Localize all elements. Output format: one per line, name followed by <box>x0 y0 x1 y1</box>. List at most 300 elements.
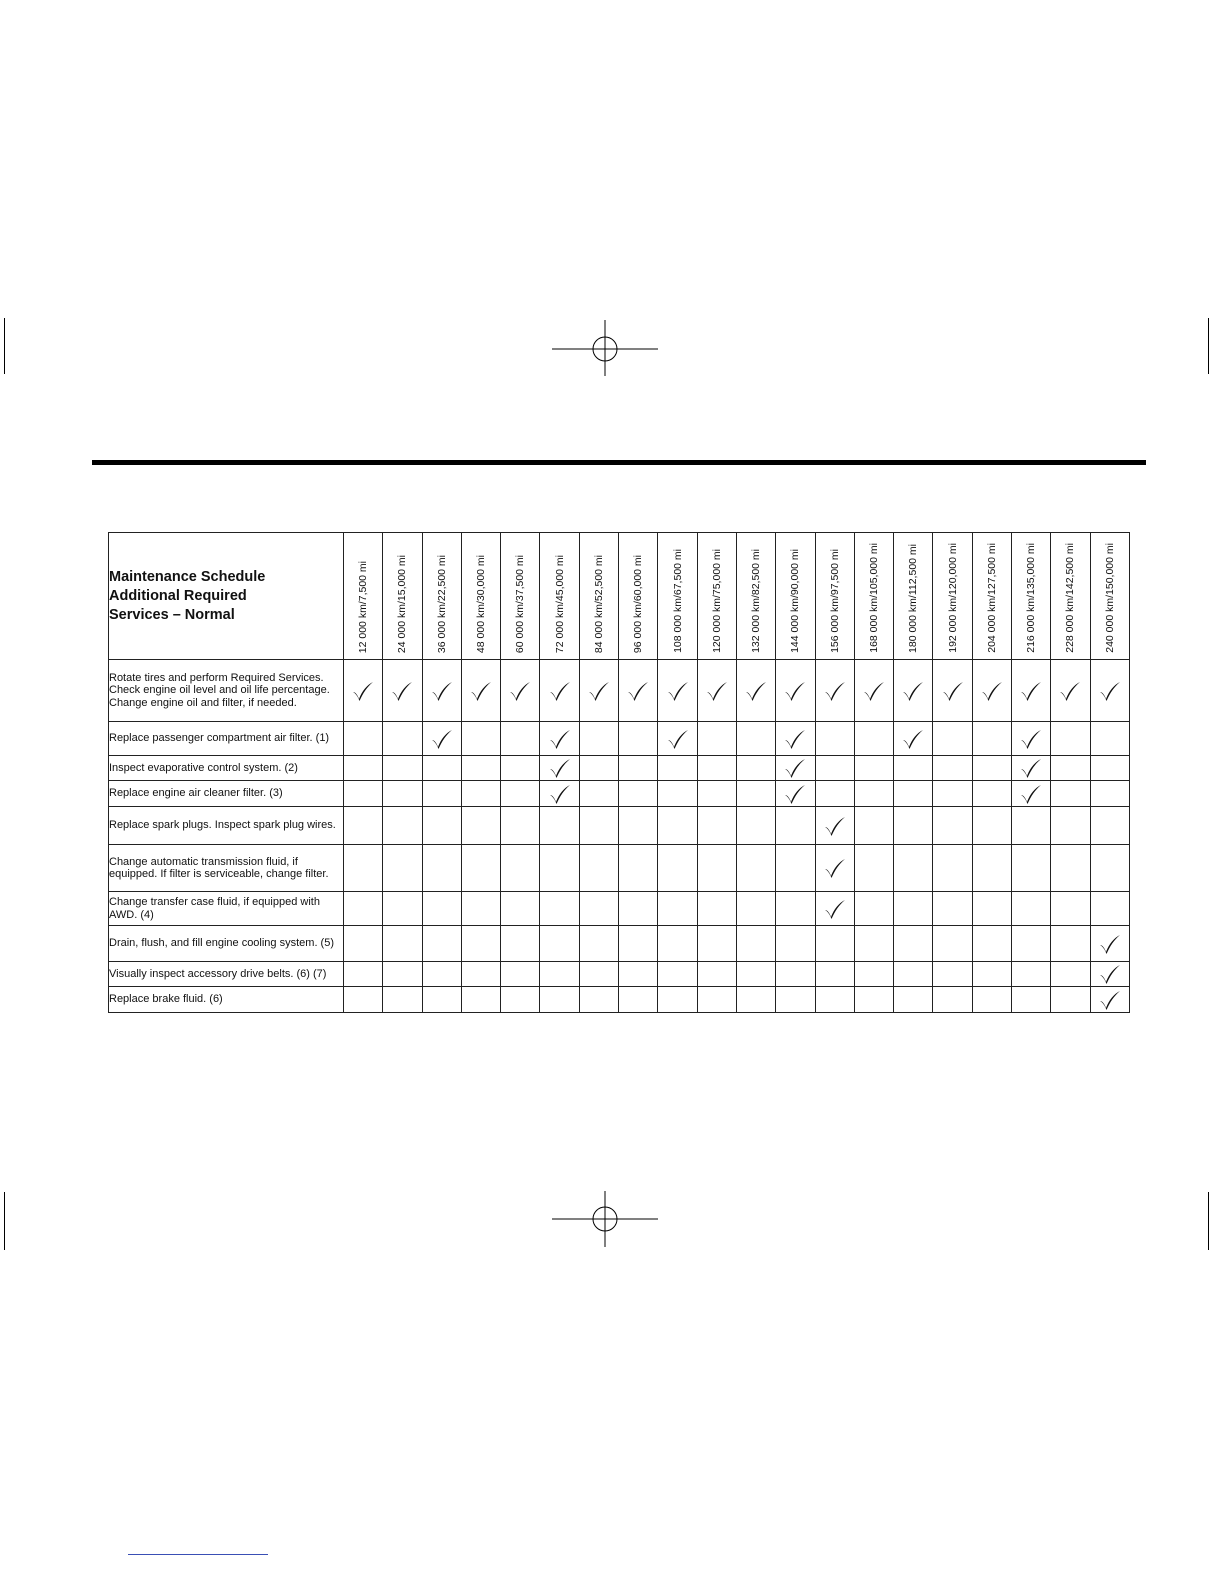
schedule-cell <box>540 892 579 926</box>
schedule-cell <box>776 926 815 962</box>
schedule-cell <box>854 987 893 1013</box>
schedule-cell <box>383 756 422 781</box>
schedule-cell <box>579 722 618 756</box>
interval-label: 48 000 km/30,000 mi <box>475 554 488 653</box>
schedule-cell <box>736 722 775 756</box>
schedule-cell <box>540 781 579 807</box>
schedule-cell <box>854 756 893 781</box>
schedule-cell <box>579 892 618 926</box>
interval-header <box>854 533 893 660</box>
schedule-cell <box>736 892 775 926</box>
schedule-cell <box>658 987 697 1013</box>
schedule-cell <box>461 807 500 845</box>
schedule-cell <box>619 722 658 756</box>
schedule-cell <box>697 781 736 807</box>
schedule-cell <box>776 892 815 926</box>
schedule-cell <box>383 722 422 756</box>
schedule-cell <box>697 807 736 845</box>
schedule-cell <box>1012 756 1051 781</box>
schedule-cell <box>972 987 1011 1013</box>
crop-mark-left-bottom <box>4 1192 5 1250</box>
interval-label: 96 000 km/60,000 mi <box>632 554 645 653</box>
schedule-cell <box>1051 660 1090 722</box>
service-description: Change automatic transmission fluid, if equipped. If filter is serviceable, change filter. <box>109 845 344 892</box>
schedule-cell <box>344 756 383 781</box>
interval-header <box>422 533 461 660</box>
schedule-cell <box>344 722 383 756</box>
checkmark-icon <box>1098 933 1122 955</box>
schedule-cell <box>697 756 736 781</box>
checkmark-icon <box>1098 963 1122 985</box>
service-description: Replace engine air cleaner filter. (3) <box>109 781 344 807</box>
schedule-cell <box>461 987 500 1013</box>
service-description: Replace spark plugs. Inspect spark plug wires. <box>109 807 344 845</box>
checkmark-icon <box>1019 783 1043 805</box>
header-rule <box>92 460 1146 465</box>
schedule-cell <box>972 660 1011 722</box>
schedule-cell <box>1051 892 1090 926</box>
schedule-cell <box>579 962 618 987</box>
schedule-cell <box>501 926 540 962</box>
schedule-cell <box>619 962 658 987</box>
table-row <box>109 660 1130 722</box>
table-row <box>109 781 1130 807</box>
schedule-cell <box>736 987 775 1013</box>
checkmark-icon <box>666 728 690 750</box>
interval-label: 60 000 km/37,500 mi <box>514 554 527 653</box>
schedule-cell <box>344 845 383 892</box>
schedule-cell <box>344 781 383 807</box>
checkmark-icon <box>783 680 807 702</box>
schedule-cell <box>854 926 893 962</box>
schedule-cell <box>1012 660 1051 722</box>
schedule-cell <box>422 722 461 756</box>
checkmark-icon <box>430 728 454 750</box>
schedule-cell <box>1012 987 1051 1013</box>
schedule-cell <box>1012 962 1051 987</box>
schedule-cell <box>1051 722 1090 756</box>
schedule-cell <box>697 926 736 962</box>
schedule-cell <box>697 962 736 987</box>
schedule-cell <box>894 845 933 892</box>
interval-header <box>501 533 540 660</box>
schedule-cell <box>933 781 972 807</box>
interval-label: 240 000 km/150,000 mi <box>1103 543 1116 653</box>
table-title-line: Services – Normal <box>109 606 235 623</box>
schedule-cell <box>1012 722 1051 756</box>
schedule-cell <box>540 807 579 845</box>
schedule-cell <box>501 962 540 987</box>
schedule-cell <box>736 781 775 807</box>
interval-label: 120 000 km/75,000 mi <box>710 549 723 653</box>
schedule-cell <box>344 660 383 722</box>
checkmark-icon <box>666 680 690 702</box>
schedule-cell <box>815 892 854 926</box>
schedule-cell <box>1051 987 1090 1013</box>
schedule-cell <box>383 781 422 807</box>
interval-header <box>461 533 500 660</box>
schedule-cell <box>501 756 540 781</box>
schedule-cell <box>461 756 500 781</box>
schedule-cell <box>619 987 658 1013</box>
checkmark-icon <box>548 757 572 779</box>
interval-label: 24 000 km/15,000 mi <box>396 554 409 653</box>
schedule-cell <box>501 892 540 926</box>
interval-header <box>579 533 618 660</box>
schedule-cell <box>658 660 697 722</box>
schedule-cell <box>697 722 736 756</box>
schedule-cell <box>776 781 815 807</box>
schedule-cell <box>461 722 500 756</box>
interval-label: 144 000 km/90,000 mi <box>789 549 802 653</box>
schedule-cell <box>972 926 1011 962</box>
checkmark-icon <box>1098 989 1122 1011</box>
schedule-cell <box>697 892 736 926</box>
schedule-cell <box>383 845 422 892</box>
schedule-cell <box>422 660 461 722</box>
interval-label: 108 000 km/67,500 mi <box>671 549 684 653</box>
checkmark-icon <box>783 783 807 805</box>
schedule-cell <box>344 807 383 845</box>
interval-header <box>972 533 1011 660</box>
schedule-cell <box>1012 892 1051 926</box>
schedule-cell <box>383 807 422 845</box>
schedule-cell <box>1090 962 1129 987</box>
schedule-cell <box>933 926 972 962</box>
schedule-cell <box>1012 781 1051 807</box>
schedule-cell <box>933 660 972 722</box>
schedule-cell <box>815 756 854 781</box>
schedule-cell <box>658 962 697 987</box>
schedule-cell <box>619 892 658 926</box>
schedule-cell <box>1090 926 1129 962</box>
schedule-cell <box>972 722 1011 756</box>
schedule-cell <box>736 756 775 781</box>
service-description: Visually inspect accessory drive belts. (6) (7) <box>109 962 344 987</box>
schedule-cell <box>815 660 854 722</box>
schedule-cell <box>383 926 422 962</box>
schedule-cell <box>894 962 933 987</box>
table-row <box>109 722 1130 756</box>
schedule-cell <box>776 807 815 845</box>
checkmark-icon <box>626 680 650 702</box>
checkmark-icon <box>862 680 886 702</box>
service-description: Rotate tires and perform Required Services. Check engine oil level and oil life percentage. Change engine oil and filter, if needed. <box>109 660 344 722</box>
schedule-cell <box>619 926 658 962</box>
schedule-cell <box>461 660 500 722</box>
service-description: Inspect evaporative control system. (2) <box>109 756 344 781</box>
checkmark-icon <box>744 680 768 702</box>
schedule-cell <box>697 660 736 722</box>
schedule-cell <box>344 926 383 962</box>
schedule-cell <box>540 926 579 962</box>
checkmark-icon <box>430 680 454 702</box>
schedule-cell <box>1051 962 1090 987</box>
interval-header <box>736 533 775 660</box>
schedule-cell <box>658 892 697 926</box>
schedule-cell <box>736 845 775 892</box>
table-header-row <box>109 533 1130 660</box>
schedule-cell <box>619 781 658 807</box>
table-row <box>109 892 1130 926</box>
schedule-cell <box>894 722 933 756</box>
interval-header <box>697 533 736 660</box>
schedule-cell <box>972 756 1011 781</box>
footer-underline <box>128 1554 268 1555</box>
schedule-cell <box>776 987 815 1013</box>
checkmark-icon <box>823 898 847 920</box>
schedule-cell <box>1090 807 1129 845</box>
schedule-cell <box>658 807 697 845</box>
schedule-cell <box>854 845 893 892</box>
schedule-cell <box>854 722 893 756</box>
schedule-cell <box>1051 926 1090 962</box>
interval-header <box>344 533 383 660</box>
maintenance-schedule-table <box>108 532 1130 1013</box>
schedule-cell <box>972 845 1011 892</box>
schedule-cell <box>1012 926 1051 962</box>
registration-mark-bottom <box>552 1191 658 1247</box>
schedule-cell <box>344 962 383 987</box>
table-body <box>109 660 1130 1013</box>
checkmark-icon <box>705 680 729 702</box>
interval-header <box>1051 533 1090 660</box>
checkmark-icon <box>901 728 925 750</box>
interval-header <box>1012 533 1051 660</box>
schedule-cell <box>383 892 422 926</box>
schedule-cell <box>815 987 854 1013</box>
schedule-cell <box>422 807 461 845</box>
schedule-cell <box>619 807 658 845</box>
checkmark-icon <box>1019 680 1043 702</box>
schedule-cell <box>422 781 461 807</box>
checkmark-icon <box>823 815 847 837</box>
schedule-cell <box>579 926 618 962</box>
checkmark-icon <box>351 680 375 702</box>
schedule-cell <box>422 987 461 1013</box>
interval-label: 132 000 km/82,500 mi <box>750 549 763 653</box>
schedule-cell <box>736 926 775 962</box>
schedule-cell <box>933 722 972 756</box>
checkmark-icon <box>1058 680 1082 702</box>
interval-header <box>776 533 815 660</box>
schedule-cell <box>619 660 658 722</box>
checkmark-icon <box>508 680 532 702</box>
table-row <box>109 807 1130 845</box>
schedule-cell <box>501 722 540 756</box>
service-description: Replace passenger compartment air filter. (1) <box>109 722 344 756</box>
schedule-cell <box>579 781 618 807</box>
schedule-cell <box>501 987 540 1013</box>
crop-mark-right-top <box>1208 318 1209 374</box>
schedule-cell <box>501 660 540 722</box>
schedule-cell <box>658 845 697 892</box>
table-row <box>109 962 1130 987</box>
checkmark-icon <box>548 728 572 750</box>
schedule-cell <box>422 845 461 892</box>
schedule-cell <box>815 926 854 962</box>
schedule-cell <box>1090 722 1129 756</box>
schedule-cell <box>658 756 697 781</box>
registration-mark-top <box>552 320 658 376</box>
schedule-cell <box>933 892 972 926</box>
interval-header <box>383 533 422 660</box>
schedule-cell <box>697 845 736 892</box>
schedule-cell <box>736 962 775 987</box>
schedule-cell <box>776 756 815 781</box>
service-description: Change transfer case fluid, if equipped with AWD. (4) <box>109 892 344 926</box>
interval-label: 216 000 km/135,000 mi <box>1025 543 1038 653</box>
interval-label: 180 000 km/112,500 mi <box>907 544 920 653</box>
schedule-cell <box>579 845 618 892</box>
checkmark-icon <box>1019 728 1043 750</box>
schedule-cell <box>776 722 815 756</box>
schedule-cell <box>933 807 972 845</box>
checkmark-icon <box>783 757 807 779</box>
schedule-cell <box>1051 807 1090 845</box>
schedule-cell <box>619 756 658 781</box>
schedule-cell <box>736 807 775 845</box>
checkmark-icon <box>1098 680 1122 702</box>
schedule-cell <box>540 962 579 987</box>
schedule-cell <box>933 987 972 1013</box>
schedule-cell <box>1051 781 1090 807</box>
checkmark-icon <box>901 680 925 702</box>
schedule-cell <box>540 660 579 722</box>
schedule-cell <box>422 926 461 962</box>
schedule-cell <box>579 660 618 722</box>
schedule-cell <box>972 807 1011 845</box>
interval-header <box>619 533 658 660</box>
schedule-cell <box>854 781 893 807</box>
schedule-cell <box>776 845 815 892</box>
schedule-cell <box>894 807 933 845</box>
checkmark-icon <box>469 680 493 702</box>
interval-label: 72 000 km/45,000 mi <box>553 554 566 653</box>
schedule-cell <box>894 781 933 807</box>
schedule-cell <box>461 845 500 892</box>
crop-mark-right-bottom <box>1208 1192 1209 1250</box>
interval-label: 168 000 km/105,000 mi <box>868 543 880 653</box>
schedule-cell <box>894 756 933 781</box>
checkmark-icon <box>823 680 847 702</box>
schedule-cell <box>736 660 775 722</box>
schedule-cell <box>540 987 579 1013</box>
checkmark-icon <box>980 680 1004 702</box>
checkmark-icon <box>1019 757 1043 779</box>
interval-header <box>540 533 579 660</box>
schedule-cell <box>344 987 383 1013</box>
schedule-cell <box>461 962 500 987</box>
checkmark-icon <box>783 728 807 750</box>
schedule-cell <box>933 962 972 987</box>
schedule-cell <box>894 892 933 926</box>
schedule-cell <box>972 781 1011 807</box>
service-description: Replace brake fluid. (6) <box>109 987 344 1013</box>
interval-header <box>894 533 933 660</box>
table-row <box>109 756 1130 781</box>
schedule-cell <box>422 892 461 926</box>
checkmark-icon <box>390 680 414 702</box>
schedule-cell <box>815 845 854 892</box>
checkmark-icon <box>548 783 572 805</box>
checkmark-icon <box>941 680 965 702</box>
schedule-cell <box>422 756 461 781</box>
schedule-cell <box>815 962 854 987</box>
schedule-cell <box>1051 845 1090 892</box>
interval-label: 156 000 km/97,500 mi <box>828 549 841 653</box>
table-row <box>109 926 1130 962</box>
schedule-cell <box>776 660 815 722</box>
schedule-cell <box>933 845 972 892</box>
table-row <box>109 987 1130 1013</box>
interval-label: 36 000 km/22,500 mi <box>435 554 448 653</box>
interval-label: 84 000 km/52,500 mi <box>592 554 605 653</box>
schedule-cell <box>658 926 697 962</box>
interval-label: 228 000 km/142,500 mi <box>1064 543 1077 653</box>
schedule-cell <box>894 987 933 1013</box>
schedule-cell <box>579 987 618 1013</box>
schedule-cell <box>854 807 893 845</box>
schedule-cell <box>383 987 422 1013</box>
interval-label: 192 000 km/120,000 mi <box>946 543 959 653</box>
schedule-cell <box>815 722 854 756</box>
interval-label: 12 000 km/7,500 mi <box>357 560 370 653</box>
schedule-cell <box>422 962 461 987</box>
schedule-cell <box>501 807 540 845</box>
schedule-cell <box>854 892 893 926</box>
schedule-cell <box>933 756 972 781</box>
schedule-cell <box>461 892 500 926</box>
interval-header <box>1090 533 1129 660</box>
schedule-cell <box>1090 845 1129 892</box>
schedule-cell <box>815 807 854 845</box>
schedule-cell <box>1012 845 1051 892</box>
interval-header <box>815 533 854 660</box>
schedule-cell <box>1012 807 1051 845</box>
schedule-cell <box>540 722 579 756</box>
schedule-cell <box>1090 987 1129 1013</box>
schedule-cell <box>854 962 893 987</box>
interval-header <box>658 533 697 660</box>
checkmark-icon <box>548 680 572 702</box>
schedule-cell <box>619 845 658 892</box>
schedule-cell <box>540 756 579 781</box>
table-title-line: Additional Required <box>109 587 247 604</box>
service-description: Drain, flush, and fill engine cooling system. (5) <box>109 926 344 962</box>
interval-header <box>933 533 972 660</box>
schedule-cell <box>894 660 933 722</box>
schedule-cell <box>854 660 893 722</box>
schedule-cell <box>501 845 540 892</box>
checkmark-icon <box>587 680 611 702</box>
table-title <box>109 533 344 660</box>
schedule-cell <box>1090 892 1129 926</box>
schedule-cell <box>815 781 854 807</box>
schedule-cell <box>1090 781 1129 807</box>
schedule-cell <box>383 962 422 987</box>
schedule-cell <box>894 926 933 962</box>
schedule-cell <box>579 756 618 781</box>
schedule-cell <box>658 781 697 807</box>
table-title-line: Maintenance Schedule <box>109 568 266 585</box>
crop-mark-left-top <box>4 318 5 374</box>
schedule-cell <box>540 845 579 892</box>
schedule-cell <box>697 987 736 1013</box>
schedule-cell <box>579 807 618 845</box>
schedule-cell <box>344 892 383 926</box>
schedule-cell <box>972 892 1011 926</box>
